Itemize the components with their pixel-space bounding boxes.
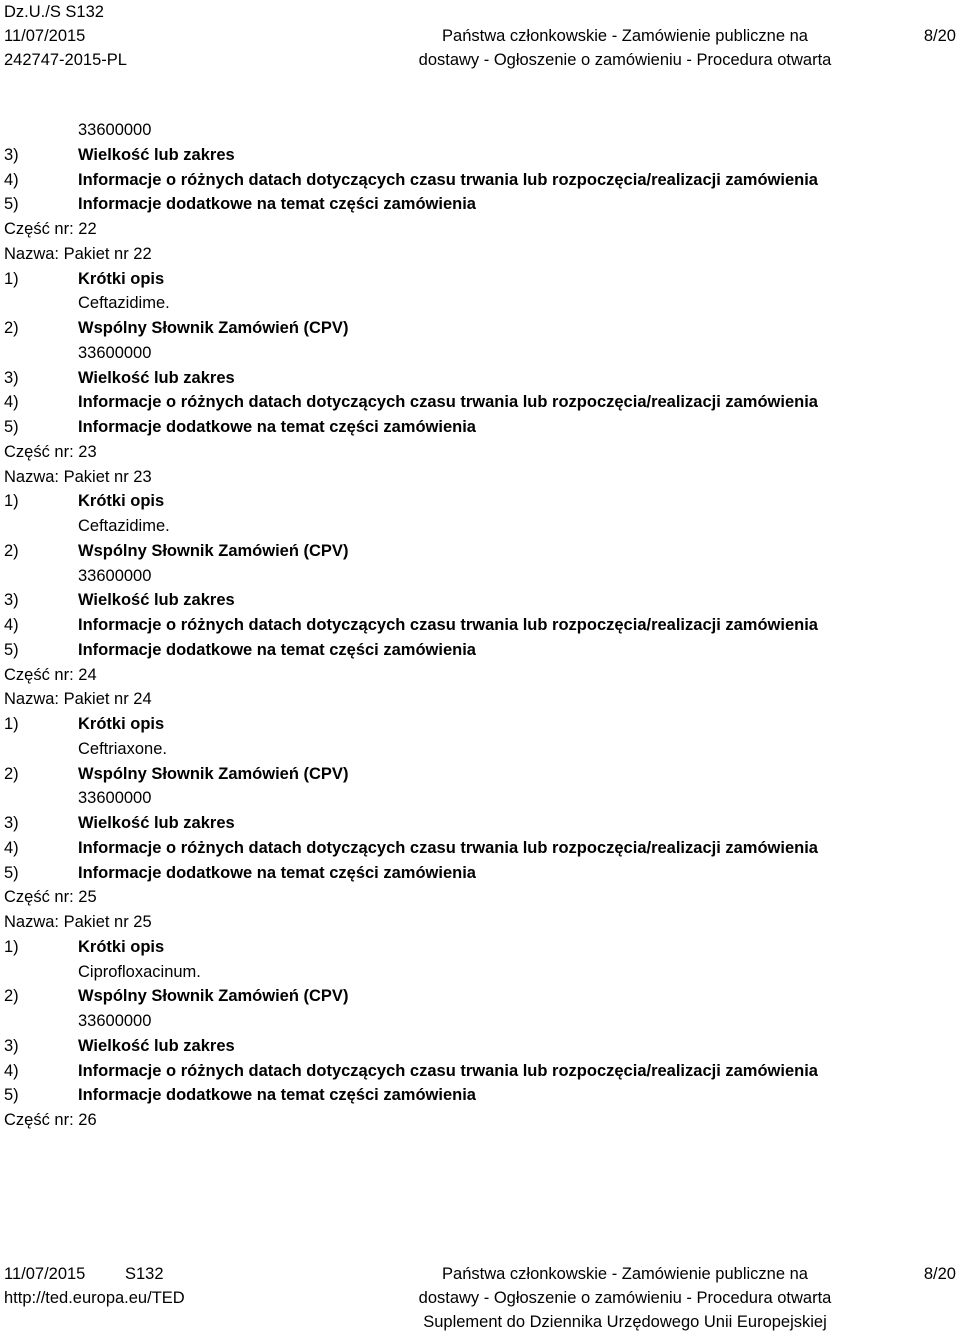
footer-supplement: Suplement do Dziennika Urzędowego Unii Europejskiej [423, 1313, 827, 1331]
section-number: 5) [4, 1086, 19, 1105]
short-description: Ciprofloxacinum. [78, 962, 201, 981]
section-title: Informacje dodatkowe na temat części zamówienia [78, 863, 476, 882]
section-number: 2) [4, 319, 19, 337]
section-title: Informacje o różnych datach dotyczących czasu trwania lub rozpoczęcia/realizacji zamówienia [78, 170, 818, 189]
section-title: Wspólny Słownik Zamówień (CPV) [78, 987, 349, 1006]
section-number: 2) [4, 764, 19, 783]
page-footer [0, 1262, 960, 1334]
footer-title-line1: Państwa członkowskie - Zamówienie publiczne na [442, 1265, 808, 1283]
part-number: Część nr: 23 [4, 442, 97, 461]
short-description: Ceftriaxone. [78, 739, 167, 758]
section-number: 5) [4, 195, 19, 214]
cpv-code: 33600000 [78, 121, 152, 139]
section-title: Wielkość lub zakres [78, 145, 235, 164]
section-number: 1) [4, 937, 19, 956]
footer-page-number: 8/20 [923, 1265, 956, 1283]
footer-date: 11/07/2015 [4, 1265, 86, 1283]
section-number: 5) [4, 640, 19, 659]
section-number: 5) [4, 418, 19, 436]
section-title: Krótki opis [78, 715, 165, 733]
section-title: Informacje o różnych datach dotyczących czasu trwania lub rozpoczęcia/realizacji zamówienia [78, 838, 818, 857]
section-number: 4) [4, 616, 19, 634]
section-number: 4) [4, 838, 19, 857]
section-title: Wspólny Słownik Zamówień (CPV) [78, 541, 349, 560]
section-number: 5) [4, 863, 19, 882]
cpv-code: 33600000 [78, 1012, 152, 1030]
section-title: Informacje o różnych datach dotyczących czasu trwania lub rozpoczęcia/realizacji zamówienia [78, 616, 818, 634]
section-title: Informacje dodatkowe na temat części zamówienia [78, 640, 476, 659]
section-number: 1) [4, 715, 19, 733]
header-page-number: 8/20 [923, 27, 956, 45]
section-number: 2) [4, 541, 19, 560]
journal-ref: Dz.U./S S132 [4, 3, 104, 21]
section-title: Informacje dodatkowe na temat części zamówienia [78, 195, 476, 214]
document-body [0, 118, 960, 1133]
section-title: Informacje o różnych datach dotyczących czasu trwania lub rozpoczęcia/realizacji zamówienia [78, 393, 818, 412]
section-title: Wspólny Słownik Zamówień (CPV) [78, 764, 349, 783]
section-title: Krótki opis [78, 492, 165, 511]
cpv-code: 33600000 [78, 566, 152, 585]
short-description: Ceftazidime. [78, 517, 170, 535]
part-name: Nazwa: Pakiet nr 24 [4, 690, 152, 709]
section-number: 3) [4, 591, 19, 610]
section-number: 1) [4, 492, 19, 511]
section-title: Informacje dodatkowe na temat części zamówienia [78, 418, 476, 436]
ted-link[interactable]: http://ted.europa.eu/TED [4, 1289, 185, 1307]
section-title: Wielkość lub zakres [78, 591, 235, 610]
part-number: Część nr: 24 [4, 665, 97, 684]
section-title: Informacje o różnych datach dotyczących czasu trwania lub rozpoczęcia/realizacji zamówienia [78, 1061, 818, 1080]
section-title: Informacje dodatkowe na temat części zamówienia [78, 1086, 476, 1105]
section-title: Wielkość lub zakres [78, 814, 235, 832]
part-number: Część nr: 25 [4, 888, 97, 907]
cpv-code: 33600000 [78, 343, 152, 362]
section-number: 1) [4, 269, 19, 288]
section-number: 3) [4, 1036, 19, 1055]
section-title: Krótki opis [78, 269, 165, 288]
part-number: Część nr: 26 [4, 1111, 97, 1129]
section-number: 3) [4, 814, 19, 832]
page-header [0, 0, 960, 72]
section-title: Wspólny Słownik Zamówień (CPV) [78, 319, 349, 337]
section-number: 4) [4, 170, 19, 189]
part-name: Nazwa: Pakiet nr 22 [4, 244, 152, 263]
header-title-line2: dostawy - Ogłoszenie o zamówieniu - Procedura otwarta [418, 51, 832, 69]
part-name: Nazwa: Pakiet nr 25 [4, 913, 152, 931]
part-number: Część nr: 22 [4, 220, 97, 238]
header-date: 11/07/2015 [4, 27, 86, 45]
footer-title-line2: dostawy - Ogłoszenie o zamówieniu - Procedura otwarta [418, 1289, 832, 1307]
document-id: 242747-2015-PL [4, 51, 127, 69]
section-number: 3) [4, 145, 19, 164]
short-description: Ceftazidime. [78, 294, 170, 313]
section-title: Wielkość lub zakres [78, 368, 235, 387]
section-number: 4) [4, 393, 19, 412]
footer-issue: S132 [125, 1265, 164, 1283]
section-title: Wielkość lub zakres [78, 1036, 235, 1055]
section-number: 2) [4, 987, 19, 1006]
section-number: 3) [4, 368, 19, 387]
part-name: Nazwa: Pakiet nr 23 [4, 467, 152, 486]
section-number: 4) [4, 1061, 19, 1080]
cpv-code: 33600000 [78, 789, 152, 808]
header-title-line1: Państwa członkowskie - Zamówienie publiczne na [442, 27, 808, 45]
section-title: Krótki opis [78, 937, 165, 956]
